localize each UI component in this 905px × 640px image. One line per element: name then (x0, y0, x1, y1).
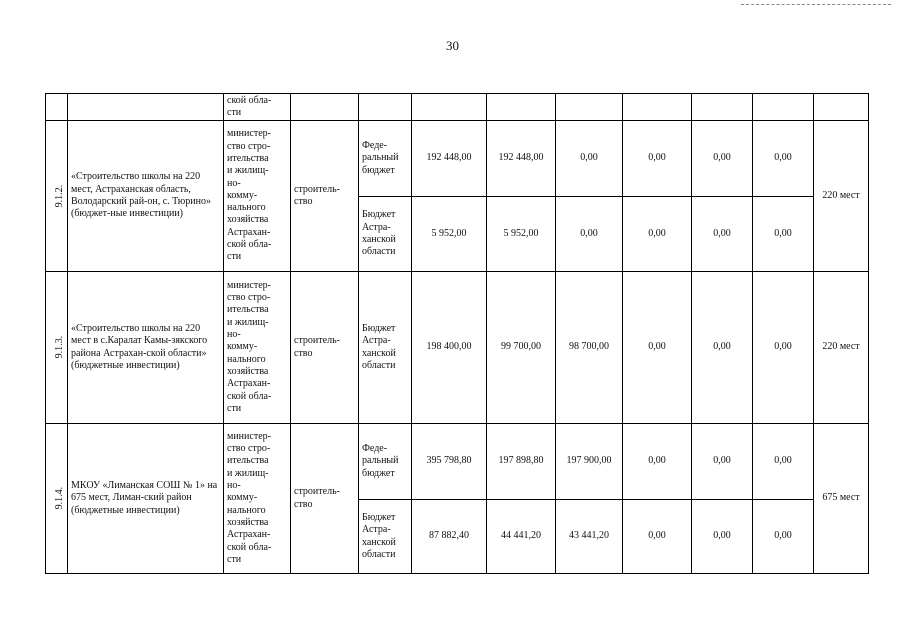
cell-empty (291, 94, 359, 121)
amount-year4: 0,00 (692, 500, 753, 574)
amount-year1: 192 448,00 (487, 121, 556, 197)
cell-empty (692, 94, 753, 121)
amount-year3: 0,00 (623, 424, 692, 500)
amount-year1: 5 952,00 (487, 197, 556, 272)
cell-empty (556, 94, 623, 121)
page-number: 30 (446, 38, 459, 53)
cell-empty (487, 94, 556, 121)
amount-total: 198 400,00 (412, 272, 487, 424)
work-type: строитель- ство (291, 424, 359, 574)
program-table (45, 93, 869, 574)
result-value: 675 мест (814, 424, 869, 574)
responsible-org: министер- ство стро- ительства и жилищ- но- комму- нального хозяйства Астрахан- ской обла- сти (224, 121, 291, 272)
cell-empty (359, 94, 412, 121)
top-scan-rule (741, 4, 891, 5)
cell-empty (46, 94, 68, 121)
funding-source: Бюджет Астра- ханской области (359, 272, 412, 424)
table-row (46, 121, 869, 197)
funding-source: Феде- ральный бюджет (359, 424, 412, 500)
cell-empty (68, 94, 224, 121)
org-tail: ской обла- сти (224, 94, 291, 121)
funding-source: Бюджет Астра- ханской области (359, 500, 412, 574)
cell-empty (814, 94, 869, 121)
row-index: 9.1.3. (46, 272, 68, 424)
amount-year1: 99 700,00 (487, 272, 556, 424)
amount-year2: 98 700,00 (556, 272, 623, 424)
responsible-org: министер- ство стро- ительства и жилищ- но- комму- нального хозяйства Астрахан- ской обла- сти (224, 272, 291, 424)
object-name: «Строительство школы на 220 мест в с.Каралат Камы-зякского района Астрахан-ской области» (бюджетные инвестиции) (68, 272, 224, 424)
funding-source: Бюджет Астра- ханской области (359, 197, 412, 272)
amount-year5: 0,00 (753, 500, 814, 574)
amount-year5: 0,00 (753, 424, 814, 500)
amount-year3: 0,00 (623, 197, 692, 272)
row-index: 9.1.2. (46, 121, 68, 272)
object-name: МКОУ «Лиманская СОШ № 1» на 675 мест, Лиман-ский район (бюджетные инвестиции) (68, 424, 224, 574)
amount-year4: 0,00 (692, 424, 753, 500)
amount-total: 395 798,80 (412, 424, 487, 500)
amount-year4: 0,00 (692, 121, 753, 197)
amount-year5: 0,00 (753, 197, 814, 272)
amount-year1: 197 898,80 (487, 424, 556, 500)
amount-total: 87 882,40 (412, 500, 487, 574)
result-value: 220 мест (814, 272, 869, 424)
funding-source: Феде- ральный бюджет (359, 121, 412, 197)
responsible-org: министер- ство стро- ительства и жилищ- но- комму- нального хозяйства Астрахан- ской обла- сти (224, 424, 291, 574)
amount-year5: 0,00 (753, 121, 814, 197)
cell-empty (753, 94, 814, 121)
cell-empty (412, 94, 487, 121)
work-type: строитель- ство (291, 121, 359, 272)
amount-year2: 43 441,20 (556, 500, 623, 574)
amount-year1: 44 441,20 (487, 500, 556, 574)
amount-year5: 0,00 (753, 272, 814, 424)
row-index: 9.1.4. (46, 424, 68, 574)
amount-year4: 0,00 (692, 197, 753, 272)
amount-year3: 0,00 (623, 121, 692, 197)
result-value: 220 мест (814, 121, 869, 272)
work-type: строитель- ство (291, 272, 359, 424)
amount-year4: 0,00 (692, 272, 753, 424)
amount-year2: 0,00 (556, 121, 623, 197)
table-row (46, 272, 869, 424)
amount-total: 192 448,00 (412, 121, 487, 197)
amount-year2: 0,00 (556, 197, 623, 272)
cell-empty (623, 94, 692, 121)
amount-year3: 0,00 (623, 272, 692, 424)
table-row (46, 424, 869, 500)
amount-year2: 197 900,00 (556, 424, 623, 500)
continuation-row (46, 94, 869, 121)
object-name: «Строительство школы на 220 мест, Астраханская область, Володарский рай-он, с. Тюрино» (бюджет-ные инвестиции) (68, 121, 224, 272)
amount-year3: 0,00 (623, 500, 692, 574)
amount-total: 5 952,00 (412, 197, 487, 272)
